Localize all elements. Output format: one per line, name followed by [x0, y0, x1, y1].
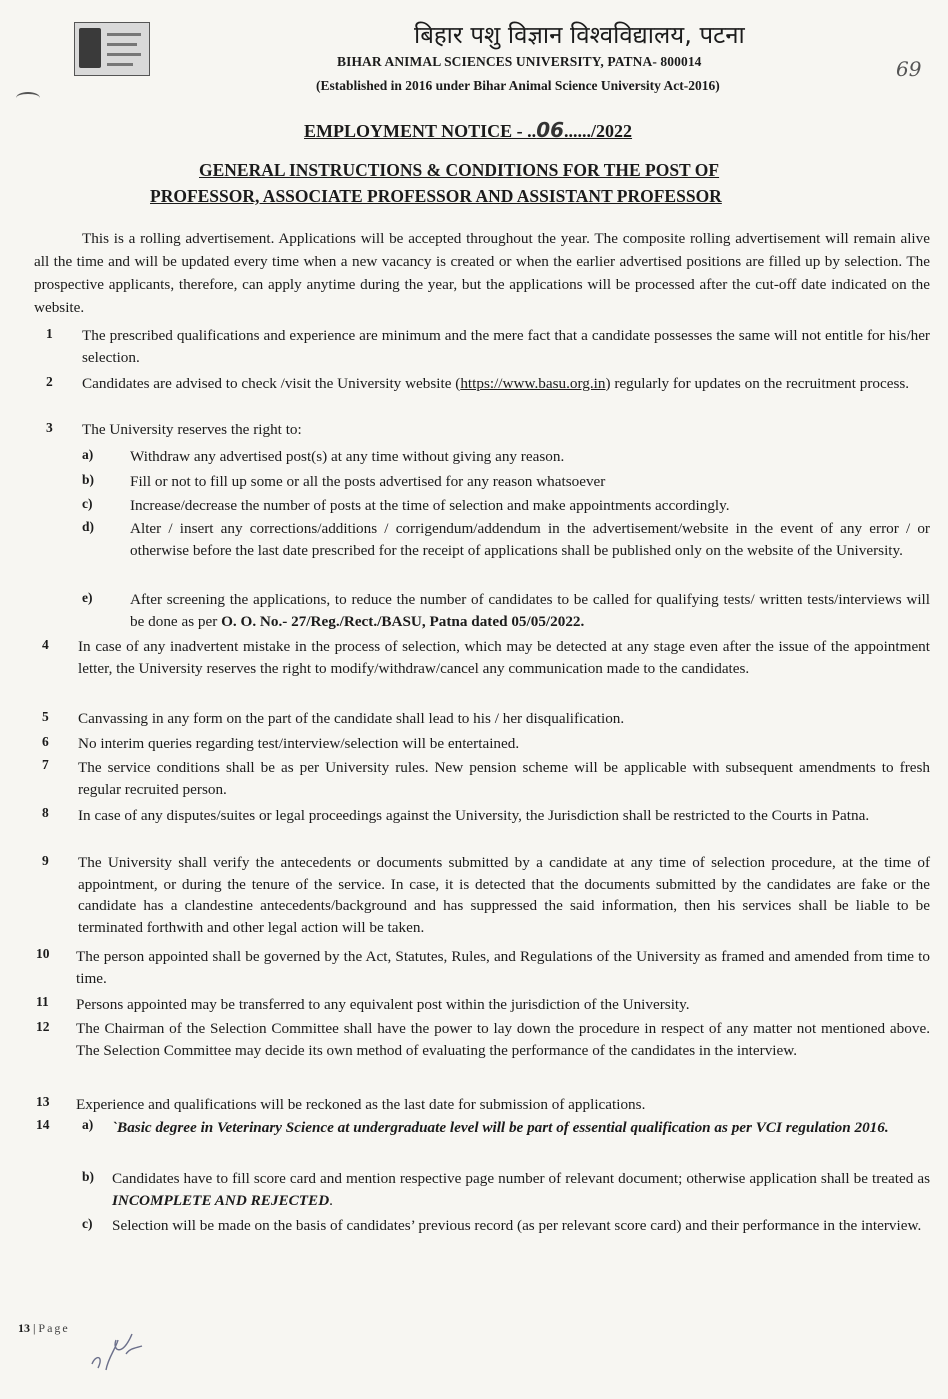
university-logo: [74, 22, 150, 76]
handwritten-signature: [86, 1318, 146, 1378]
footer-page-word: Page: [38, 1321, 70, 1335]
heading-line-1: GENERAL INSTRUCTIONS & CONDITIONS FOR THE POST OF: [199, 160, 720, 180]
item-11-text: Persons appointed may be transferred to any equivalent post within the jurisdiction of the University.: [76, 996, 690, 1013]
item-number: 7: [42, 757, 49, 772]
handwritten-page-number: 69: [896, 57, 922, 81]
item-10-text: The person appointed shall be governed by the Act, Statutes, Rules, and Regulations of the University as framed and amended from time to time.: [76, 948, 930, 987]
item-number: 10: [36, 946, 50, 961]
page-footer: 13 | Page: [18, 1321, 70, 1335]
university-name: BIHAR ANIMAL SCIENCES UNIVERSITY, PATNA- 800014: [337, 54, 702, 69]
item-3b-text: Fill or not to fill up some or all the posts advertised for any reason whatsoever: [130, 473, 606, 490]
item-number: 6: [42, 734, 49, 749]
item-number: 9: [42, 853, 49, 868]
item-number: 4: [42, 637, 49, 652]
corner-mark: [16, 92, 40, 104]
notice-title: EMPLOYMENT NOTICE - ..06....../2022: [304, 118, 633, 142]
item-3a-text: Withdraw any advertised post(s) at any time without giving any reason.: [130, 448, 565, 465]
item-number: 12: [36, 1019, 50, 1034]
item-7-text: The service conditions shall be as per University rules. New pension scheme will be applicable with subsequent amendments to fresh regular recruited person.: [78, 759, 930, 798]
incomplete-rejected-emphasis: INCOMPLETE AND REJECTED: [112, 1191, 330, 1209]
notice-number: 06: [536, 118, 565, 142]
item-8-text: In case of any disputes/suites or legal proceedings against the University, the Jurisdiction shall be restricted to the Courts in Patna.: [78, 807, 870, 824]
hindi-university-title: बिहार पशु विज्ञान विश्वविद्यालय, पटना: [414, 21, 745, 49]
item-5-text: Canvassing in any form on the part of the candidate shall lead to his / her disqualification.: [78, 710, 625, 727]
established-note: (Established in 2016 under Bihar Animal Science University Act-2016): [316, 78, 720, 93]
item-6-text: No interim queries regarding test/interview/selection will be entertained.: [78, 735, 520, 752]
sub-label: b): [82, 1169, 95, 1184]
item-3c-text: Increase/decrease the number of posts at the time of selection and make appointments accordingly.: [130, 497, 730, 514]
item-number: 5: [42, 709, 49, 724]
intro-paragraph: This is a rolling advertisement. Applications will be accepted throughout the year. The composite rolling advertisement will remain alive all the time and will be updated every time when a new vacancy is created or when the earlier advertised positions are filled up by selection. The prospective applicants, therefore, can apply anytime during the year, but the applications will be processed after the cut-off date indicated on the website.: [34, 230, 930, 316]
office-order-reference: O. O. No.- 27/Reg./Rect./BASU, Patna dated 05/05/2022.: [221, 612, 585, 630]
item-3e-text: After screening the applications, to reduce the number of candidates to be called for qualifying tests/ written tests/interviews will be done as per O. O. No.- 27/Reg./Rect./BASU, Patna dated 05/05/2022.: [130, 591, 930, 630]
item-number: 1: [46, 326, 53, 341]
item-13-text: Experience and qualifications will be reckoned as the last date for submission of applications.: [76, 1096, 646, 1113]
sub-label: c): [82, 1216, 93, 1231]
item-number: 2: [46, 374, 53, 389]
university-website-link[interactable]: https://www.basu.org.in: [460, 375, 606, 392]
item-3d-text: Alter / insert any corrections/additions / corrigendum/addendum in the advertisement/website in the event of any error / or otherwise before the last date prescribed for the receipt of applications shall be published only on the website of the University.: [130, 520, 930, 559]
item-1-text: The prescribed qualifications and experience are minimum and the mere fact that a candidate possesses the same will not entitle for his/her selection.: [82, 327, 930, 366]
item-14b-text: Candidates have to fill score card and mention respective page number of relevant document; otherwise application shall be treated as INCOMPLETE AND REJECTED.: [112, 1170, 930, 1209]
item-14c-text: Selection will be made on the basis of candidates’ previous record (as per relevant score card) and their performance in the interview.: [112, 1217, 922, 1234]
footer-page-number: 13: [18, 1321, 30, 1335]
item-12-text: The Chairman of the Selection Committee shall have the power to lay down the procedure in respect of any matter not mentioned above. The Selection Committee may decide its own method of evaluating the performance of the candidates in the interview.: [76, 1020, 930, 1059]
sub-label: a): [82, 1117, 94, 1132]
sub-label: e): [82, 590, 93, 605]
item-4-text: In case of any inadvertent mistake in the process of selection, which may be detected at any stage even after the issue of the appointment letter, the University reserves the right to modify/withdraw/cancel any communication made to the candidates.: [78, 638, 930, 677]
item-number: 8: [42, 805, 49, 820]
item-number: 14: [36, 1117, 50, 1132]
item-2-text: Candidates are advised to check /visit the University website (https://www.basu.org.in) regularly for updates on the recruitment process.: [82, 375, 910, 392]
item-number: 3: [46, 420, 53, 435]
heading-line-2: PROFESSOR, ASSOCIATE PROFESSOR AND ASSISTANT PROFESSOR: [150, 186, 722, 206]
item-number: 11: [36, 994, 49, 1009]
sub-label: d): [82, 519, 95, 534]
item-3-text: The University reserves the right to:: [82, 421, 302, 438]
item-number: 13: [36, 1094, 50, 1109]
sub-label: a): [82, 447, 94, 462]
sub-label: b): [82, 472, 95, 487]
item-14a-text: `Basic degree in Veterinary Science at undergraduate level will be part of essential qualification as per VCI regulation 2016.: [112, 1119, 889, 1136]
item-9-text: The University shall verify the antecedents or documents submitted by a candidate at any time of selection procedure, at the time of appointment, or during the tenure of the service. In case, it is detected that the documents submitted by the candidates are fake or the candidate has a clandestine antecedents/background and has suppressed the said information, then his services shall be liable to be terminated forthwith and other legal action will be taken.: [78, 854, 930, 936]
sub-label: c): [82, 496, 93, 511]
